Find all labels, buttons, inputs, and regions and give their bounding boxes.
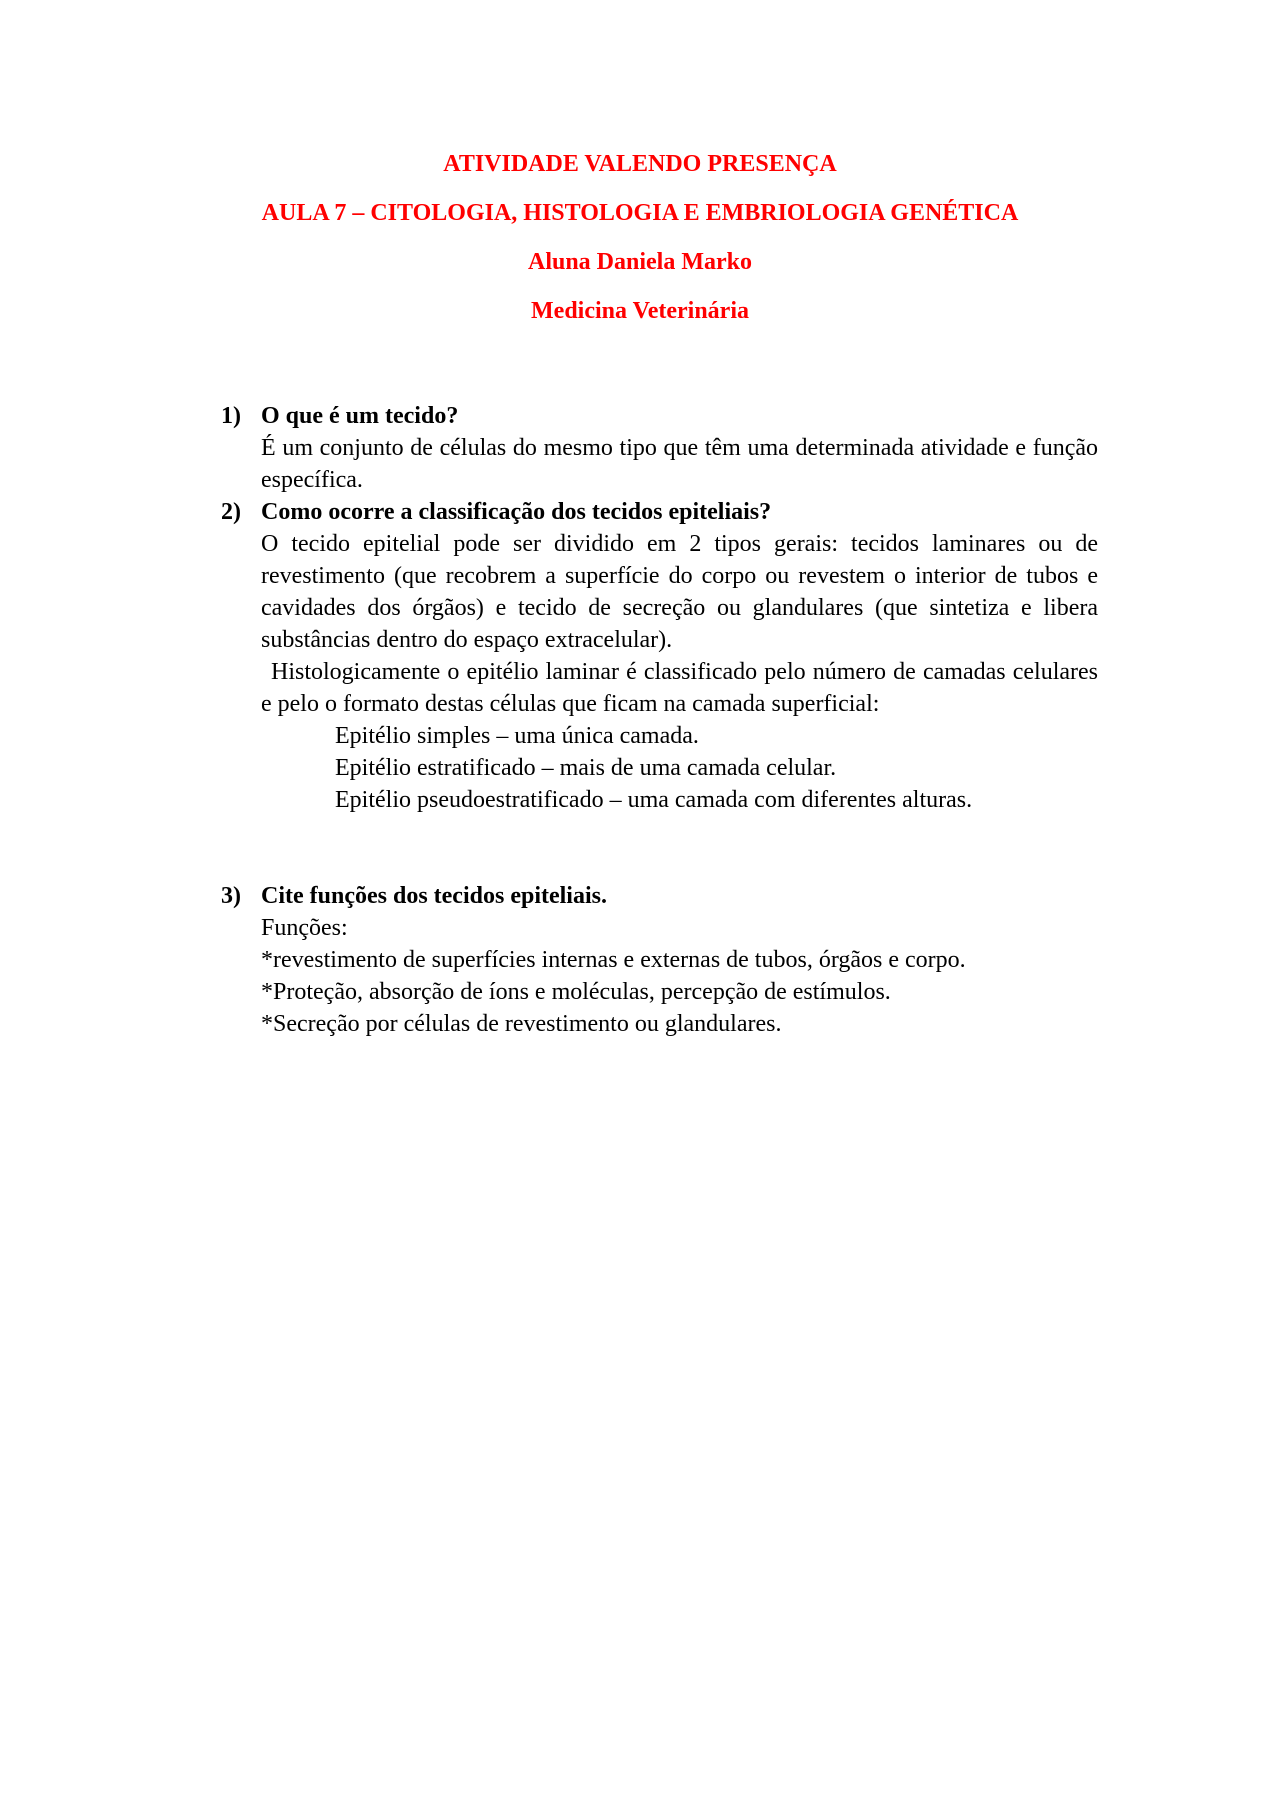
question-number: 3) [221, 883, 241, 909]
question-title: Como ocorre a classificação dos tecidos epiteliais? [261, 499, 772, 525]
document-header [0, 150, 1280, 346]
question-heading [221, 880, 1098, 912]
answer-paragraph: É um conjunto de células do mesmo tipo que têm uma determinada atividade e função específica. [261, 435, 1098, 493]
list-item: Epitélio estratificado – mais de uma camada celular. [335, 755, 837, 781]
lesson-title: AULA 7 – CITOLOGIA, HISTOLOGIA E EMBRIOLOGIA GENÉTICA [261, 200, 1019, 226]
spacer [221, 816, 1098, 880]
question-2 [221, 496, 1098, 816]
question-heading [221, 496, 1098, 528]
question-number: 2) [221, 499, 241, 525]
answer-line: *Proteção, absorção de íons e moléculas, percepção de estímulos. [261, 979, 891, 1005]
question-title: Cite funções dos tecidos epiteliais. [261, 883, 607, 909]
student-name: Aluna Daniela Marko [527, 249, 752, 275]
answer-paragraph: O tecido epitelial pode ser dividido em 2 tipos gerais: tecidos laminares ou de revestimento (que recobrem a superfície do corpo ou revestem o interior de tubos e cavidades dos órgãos) e tecido de secreção ou glandulares (que sintetiza e libera substâncias dentro do espaço extracelular). [261, 531, 1098, 653]
answer-line: *revestimento de superfícies internas e externas de tubos, órgãos e corpo. [261, 947, 966, 973]
answer-line: *Secreção por células de revestimento ou glandulares. [261, 1011, 782, 1037]
course-name: Medicina Veterinária [531, 298, 749, 324]
question-3 [221, 880, 1098, 1040]
question-title: O que é um tecido? [261, 403, 459, 429]
question-1 [221, 400, 1098, 496]
answer-paragraph: Histologicamente o epitélio laminar é classificado pelo número de camadas celulares e pelo o formato destas células que ficam na camada superficial: [261, 659, 1098, 717]
list-item: Epitélio simples – uma única camada. [335, 723, 699, 749]
question-number: 1) [221, 403, 241, 429]
list-item: Epitélio pseudoestratificado – uma camada com diferentes alturas. [335, 787, 973, 813]
activity-title: ATIVIDADE VALENDO PRESENÇA [443, 151, 837, 177]
question-heading [221, 400, 1098, 432]
document-body [221, 400, 1098, 1040]
answer-line: Funções: [261, 915, 348, 941]
